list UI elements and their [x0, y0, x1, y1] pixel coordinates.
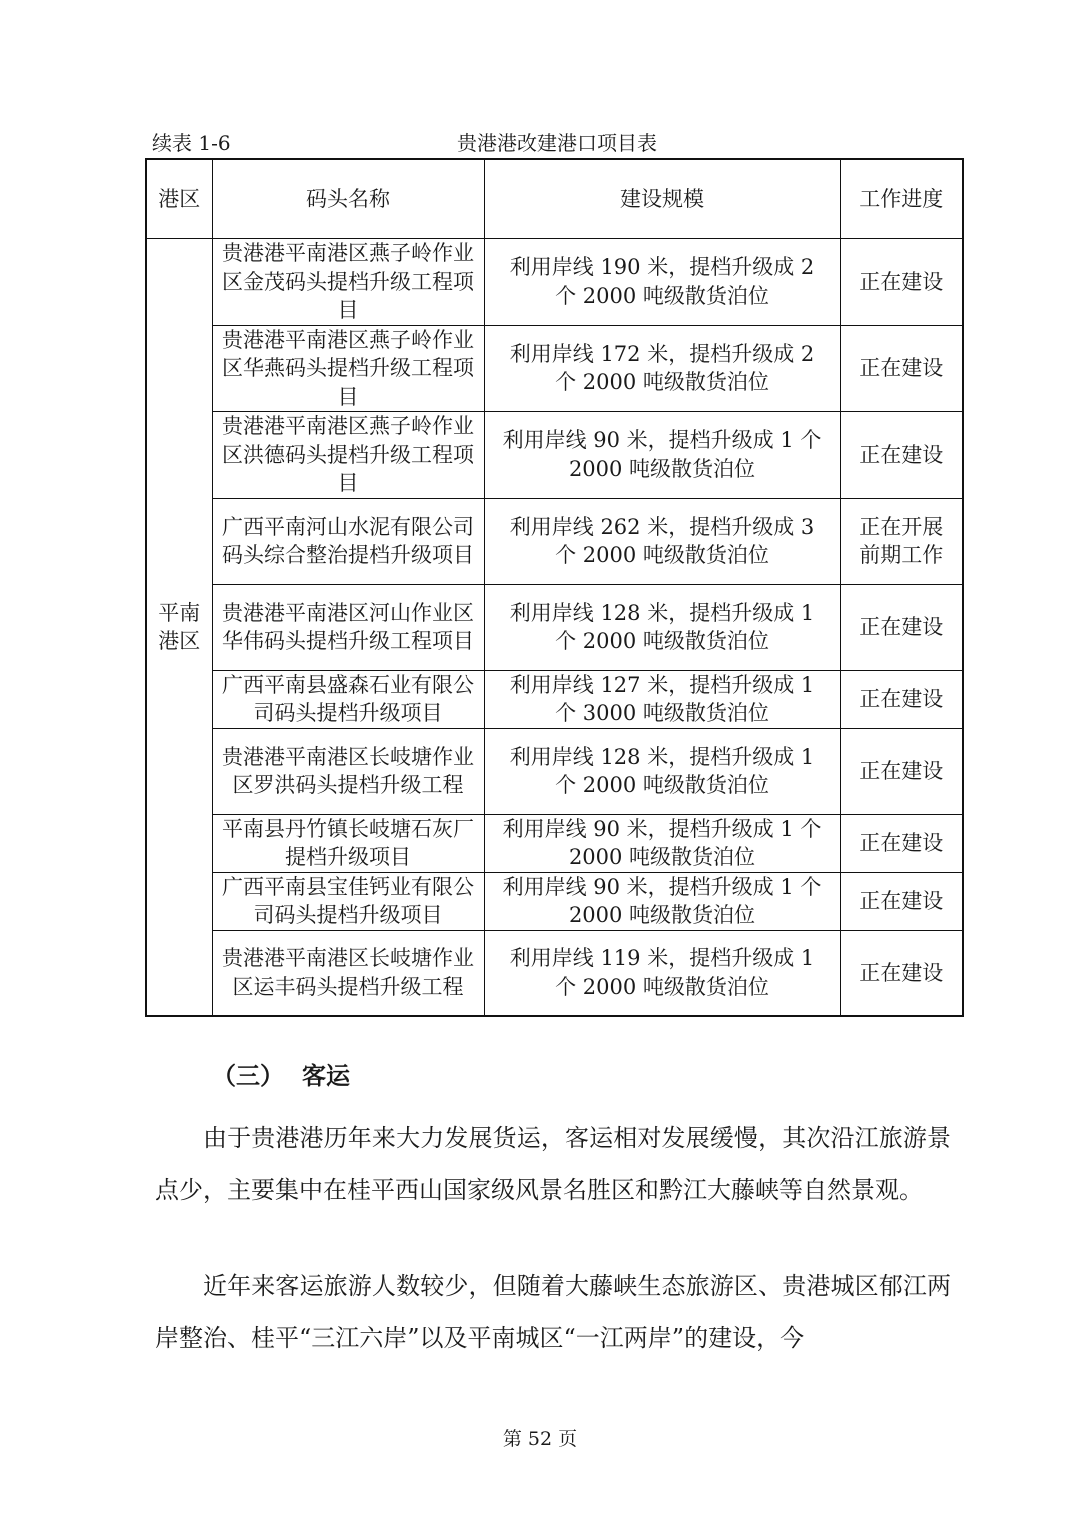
wharf-name-cell: 广西平南县宝佳钙业有限公司码头提档升级项目 — [212, 872, 484, 930]
progress-cell: 正在建设 — [840, 814, 963, 872]
table-row — [146, 814, 963, 872]
scale-cell: 利用岸线 90 米，提档升级成 1 个 2000 吨级散货泊位 — [484, 814, 840, 872]
wharf-name-cell: 贵港港平南港区河山作业区华伟码头提档升级工程项目 — [212, 584, 484, 670]
header-wharf-name: 码头名称 — [212, 159, 484, 239]
section-number: （三） — [212, 1061, 284, 1090]
table-row — [146, 584, 963, 670]
wharf-name-cell: 贵港港平南港区燕子岭作业区洪德码头提档升级工程项目 — [212, 412, 484, 499]
wharf-name-cell: 贵港港平南港区燕子岭作业区金茂码头提档升级工程项目 — [212, 239, 484, 326]
scale-cell: 利用岸线 90 米，提档升级成 1 个 2000 吨级散货泊位 — [484, 872, 840, 930]
progress-cell: 正在建设 — [840, 670, 963, 728]
progress-cell: 正在建设 — [840, 239, 963, 326]
section-heading — [212, 1058, 350, 1094]
progress-cell: 正在建设 — [840, 325, 963, 412]
scale-cell: 利用岸线 90 米，提档升级成 1 个 2000 吨级散货泊位 — [484, 412, 840, 499]
progress-cell: 正在建设 — [840, 412, 963, 499]
scale-cell: 利用岸线 127 米，提档升级成 1 个 3000 吨级散货泊位 — [484, 670, 840, 728]
scale-cell: 利用岸线 119 米，提档升级成 1 个 2000 吨级散货泊位 — [484, 930, 840, 1016]
project-table — [145, 158, 964, 1017]
progress-cell: 正在建设 — [840, 728, 963, 814]
table-row — [146, 239, 963, 326]
scale-cell: 利用岸线 262 米，提档升级成 3 个 2000 吨级散货泊位 — [484, 498, 840, 584]
scale-cell: 利用岸线 190 米，提档升级成 2 个 2000 吨级散货泊位 — [484, 239, 840, 326]
wharf-name-cell: 广西平南县盛森石业有限公司码头提档升级项目 — [212, 670, 484, 728]
wharf-name-cell: 贵港港平南港区长岐塘作业区运丰码头提档升级工程 — [212, 930, 484, 1016]
progress-cell: 正在建设 — [840, 584, 963, 670]
table-row — [146, 728, 963, 814]
table-caption — [152, 128, 962, 158]
table-row — [146, 872, 963, 930]
table-row — [146, 670, 963, 728]
table-header-row — [146, 159, 963, 239]
harbor-area-cell: 平南港区 — [146, 239, 212, 1017]
progress-cell: 正在建设 — [840, 872, 963, 930]
wharf-name-cell: 贵港港平南港区长岐塘作业区罗洪码头提档升级工程 — [212, 728, 484, 814]
table-number: 续表 1-6 — [152, 131, 231, 155]
progress-cell: 正在建设 — [840, 930, 963, 1016]
table-row — [146, 412, 963, 499]
header-harbor-area: 港区 — [146, 159, 212, 239]
wharf-name-cell: 平南县丹竹镇长岐塘石灰厂提档升级项目 — [212, 814, 484, 872]
scale-cell: 利用岸线 172 米，提档升级成 2 个 2000 吨级散货泊位 — [484, 325, 840, 412]
body-paragraph: 由于贵港港历年来大力发展货运，客运相对发展缓慢，其次沿江旅游景点少，主要集中在桂平西山国家级风景名胜区和黔江大藤峡等自然景观。 — [155, 1124, 951, 1204]
progress-cell: 正在开展前期工作 — [840, 498, 963, 584]
section-title: 客运 — [302, 1061, 350, 1090]
page-number: 第 52 页 — [502, 1428, 578, 1450]
table-row — [146, 498, 963, 584]
table-row — [146, 325, 963, 412]
header-construction-scale: 建设规模 — [484, 159, 840, 239]
table-row — [146, 930, 963, 1016]
wharf-name-cell: 贵港港平南港区燕子岭作业区华燕码头提档升级工程项目 — [212, 325, 484, 412]
body-paragraph: 近年来客运旅游人数较少，但随着大藤峡生态旅游区、贵港城区郁江两岸整治、桂平“三江六岸”以及平南城区“一江两岸”的建设，今 — [155, 1272, 951, 1352]
header-work-progress: 工作进度 — [840, 159, 963, 239]
scale-cell: 利用岸线 128 米，提档升级成 1 个 2000 吨级散货泊位 — [484, 584, 840, 670]
wharf-name-cell: 广西平南河山水泥有限公司码头综合整治提档升级项目 — [212, 498, 484, 584]
scale-cell: 利用岸线 128 米，提档升级成 1 个 2000 吨级散货泊位 — [484, 728, 840, 814]
table-title: 贵港港改建港口项目表 — [457, 131, 657, 155]
